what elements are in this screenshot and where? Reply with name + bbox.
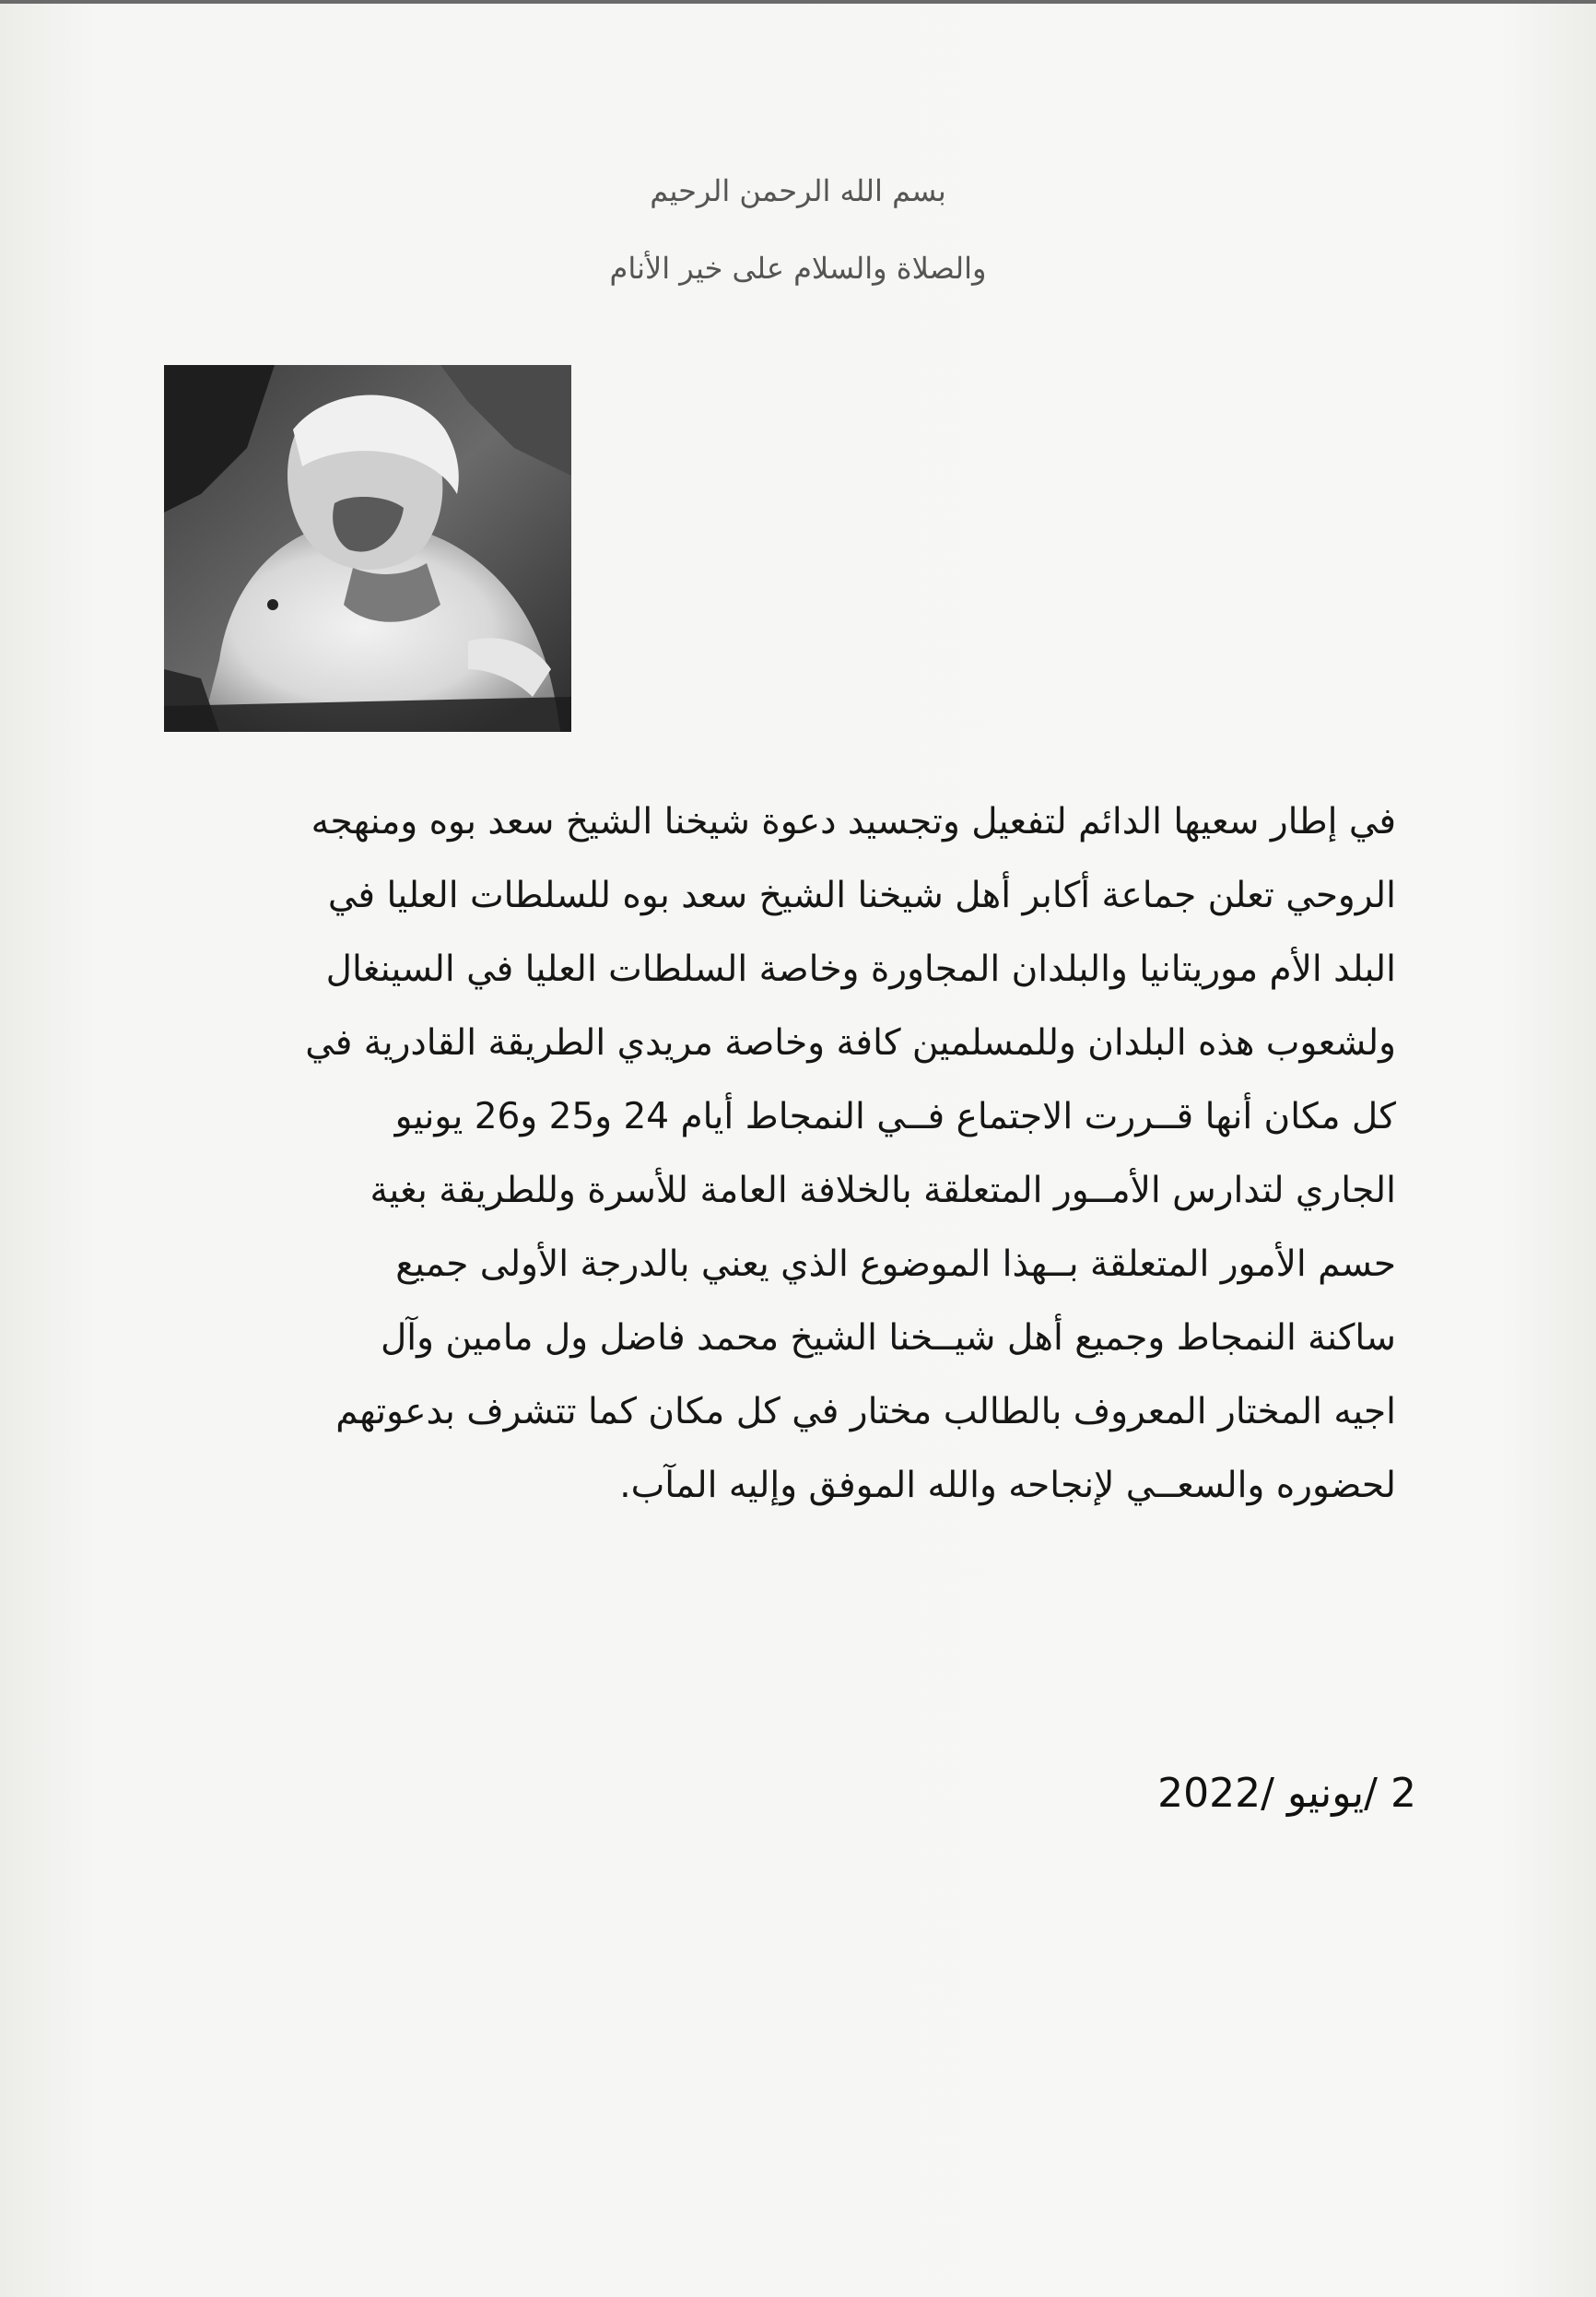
body-line: الجاري لتدارس الأمــور المتعلقة بالخلافة العامة للأسرة وللطريقة بغية (370, 1170, 1396, 1211)
portrait-photo (164, 365, 571, 732)
body-line: لحضوره والسعــي لإنجاحه والله الموفق وإليه المآب. (619, 1465, 1396, 1506)
body-line: اجيه المختار المعروف بالطالب مختار في كل مكان كما تتشرف بدعوتهم (335, 1391, 1396, 1432)
scan-edge (0, 0, 1596, 4)
body-line: كل مكان أنها قــررت الاجتماع فــي النمجاط أيام 24 و25 و26 يونيو (394, 1096, 1396, 1137)
body-line: البلد الأم موريتانيا والبلدان المجاورة وخاصة السلطات العليا في السينغال (325, 948, 1396, 990)
body-line: ساكنة النمجاط وجميع أهل شيــخنا الشيخ محمد فاضل ول مامين وآل (380, 1317, 1396, 1359)
basmala-heading: بسم الله الرحمن الرحيم (650, 173, 946, 208)
body-line: الروحي تعلن جماعة أكابر أهل شيخنا الشيخ سعد بوه للسلطات العليا في (327, 875, 1396, 916)
announcement-body (147, 785, 1396, 1523)
document-date: 2 /يونيو /2022 (1157, 1770, 1416, 1817)
body-line: في إطار سعيها الدائم لتفعيل وتجسيد دعوة شيخنا الشيخ سعد بوه ومنهجه (311, 801, 1396, 842)
body-line: حسم الأمور المتعلقة بــهذا الموضوع الذي يعني بالدرجة الأولى جميع (395, 1243, 1396, 1285)
salutation-heading: والصلاة والسلام على خير الأنام (609, 251, 987, 286)
body-line: ولشعوب هذه البلدان وللمسلمين كافة وخاصة مريدي الطريقة القادرية في (305, 1022, 1396, 1064)
